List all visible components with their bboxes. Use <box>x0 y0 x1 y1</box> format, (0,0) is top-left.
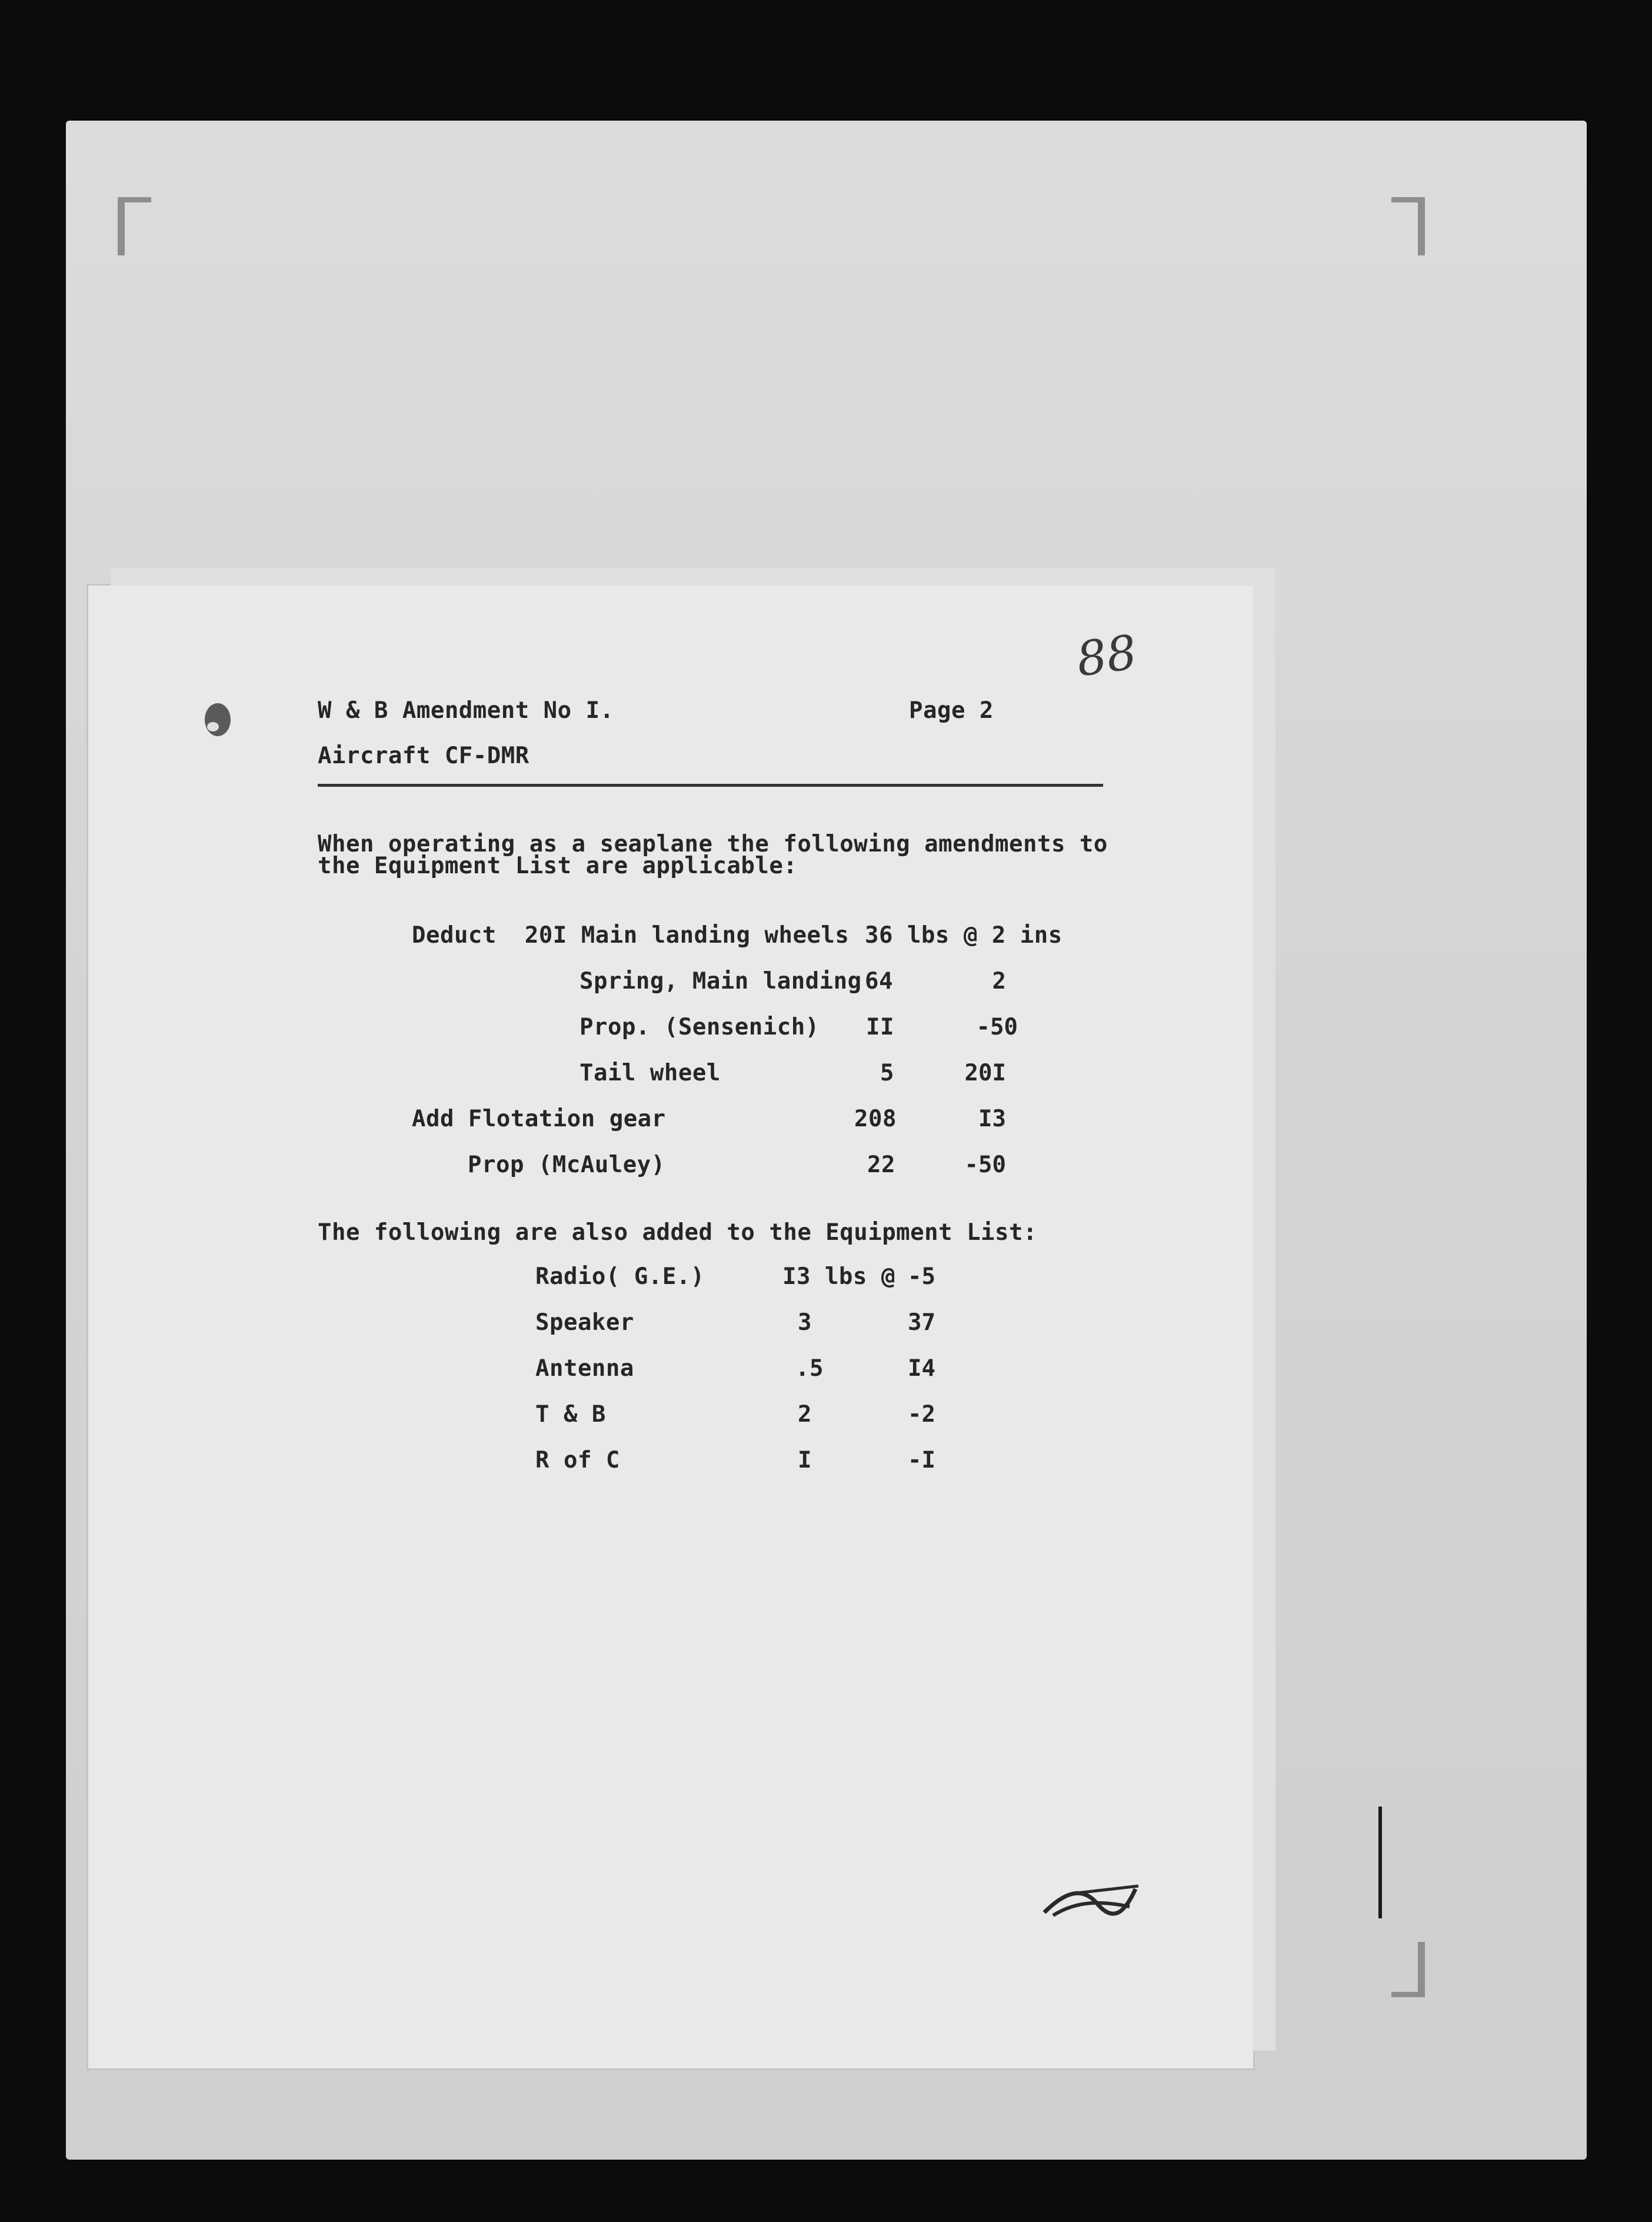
amendment-row-arm: I3 <box>978 1106 1006 1132</box>
addition-row-weight: 2 <box>798 1401 812 1428</box>
addition-row-label: T & B <box>535 1401 606 1428</box>
addition-row-label: Antenna <box>535 1355 634 1382</box>
amendment-row-label: Tail wheel <box>579 1060 721 1086</box>
amendment-row-label: Prop (McAuley) <box>468 1152 665 1178</box>
addition-row-arm: -I <box>908 1447 935 1473</box>
handwritten-page-number: 88 <box>1073 624 1140 687</box>
ink-smudge <box>194 697 241 744</box>
addition-row-label: R of C <box>535 1447 620 1473</box>
addition-row-weight: I3 lbs @ <box>782 1263 895 1290</box>
amendment-row-weight: 5 <box>880 1060 894 1086</box>
amendment-row-label: Deduct 20I Main landing wheels <box>412 922 850 949</box>
amendment-row-label: Add Flotation gear <box>412 1106 666 1132</box>
amendment-row-weight: 36 lbs @ 2 ins <box>865 922 1063 949</box>
header-rule <box>318 784 1103 787</box>
addition-row-label: Radio( G.E.) <box>535 1263 705 1290</box>
margin-line <box>1378 1807 1382 1918</box>
aircraft-id: Aircraft CF-DMR <box>318 743 529 769</box>
additions-intro: The following are also added to the Equipment List: <box>318 1219 1037 1246</box>
addition-row-weight: 3 <box>798 1309 812 1336</box>
addition-row-arm: I4 <box>908 1355 935 1382</box>
amendment-row-weight: II <box>866 1014 894 1040</box>
amendment-row-weight: 208 <box>854 1106 897 1132</box>
amendment-row-label: Spring, Main landing <box>579 968 862 994</box>
addition-row-weight: I <box>798 1447 812 1473</box>
addition-row-label: Speaker <box>535 1309 634 1336</box>
crop-mark-top-left <box>118 197 151 255</box>
amendment-row-label: Prop. (Sensenich) <box>579 1014 820 1040</box>
amendment-row-weight: 64 <box>865 968 893 994</box>
crop-mark-top-right <box>1391 197 1425 255</box>
amendment-row-arm: 20I <box>964 1060 1006 1086</box>
page-number: Page 2 <box>909 697 994 724</box>
intro-line-1: When operating as a seaplane the following amendments to <box>318 831 1108 857</box>
addition-row-arm: -5 <box>908 1263 935 1290</box>
crop-mark-bottom-right <box>1391 1942 1425 1997</box>
addition-row-arm: -2 <box>908 1401 935 1428</box>
handwritten-scribble <box>1041 1880 1141 1921</box>
document-page <box>88 586 1253 2068</box>
intro-line-2: the Equipment List are applicable: <box>318 853 798 879</box>
addition-row-weight: .5 <box>795 1355 824 1382</box>
amendment-title: W & B Amendment No I. <box>318 697 614 724</box>
addition-row-arm: 37 <box>908 1309 935 1336</box>
amendment-row-arm: -50 <box>964 1152 1006 1178</box>
amendment-row-weight: 22 <box>867 1152 895 1178</box>
amendment-row-arm: 2 <box>992 968 1006 994</box>
amendment-row-arm: -50 <box>976 1014 1018 1040</box>
